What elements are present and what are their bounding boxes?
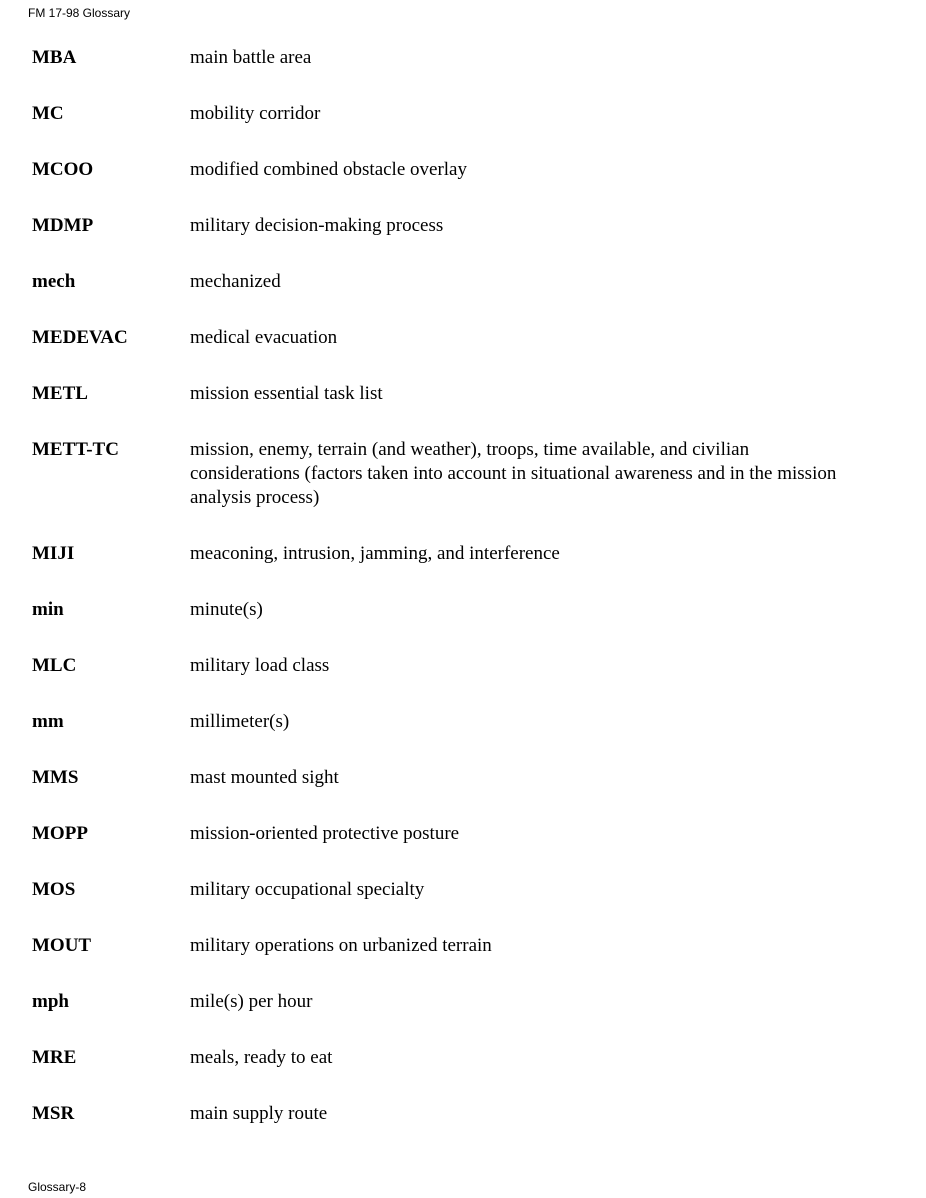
- glossary-definition: mechanized: [190, 271, 281, 292]
- glossary-definition: modified combined obstacle overlay: [190, 159, 467, 180]
- glossary-entry: [32, 878, 892, 902]
- glossary-list: [32, 46, 892, 1158]
- glossary-entry: [32, 934, 892, 958]
- glossary-term: MBA: [32, 47, 77, 68]
- glossary-definition: mile(s) per hour: [190, 991, 313, 1012]
- glossary-definition: military load class: [190, 655, 330, 676]
- glossary-term: MOPP: [32, 823, 88, 844]
- glossary-term: MOS: [32, 879, 76, 900]
- glossary-definition: mission essential task list: [190, 383, 383, 404]
- glossary-entry: [32, 46, 892, 70]
- glossary-term: MLC: [32, 655, 77, 676]
- glossary-definition: main battle area: [190, 47, 312, 68]
- glossary-entry: [32, 654, 892, 678]
- glossary-entry: [32, 1102, 892, 1126]
- glossary-definition: military decision-making process: [190, 215, 444, 236]
- glossary-entry: [32, 766, 892, 790]
- glossary-entry: [32, 710, 892, 734]
- glossary-definition: mission, enemy, terrain (and weather), troops, time available, and civilian considerations (factors taken into account in situational awareness and in the mission analysis process): [190, 439, 837, 508]
- glossary-entry: [32, 598, 892, 622]
- glossary-definition: mission-oriented protective posture: [190, 823, 460, 844]
- glossary-entry: [32, 990, 892, 1014]
- glossary-definition: mobility corridor: [190, 103, 321, 124]
- glossary-definition: main supply route: [190, 1103, 328, 1124]
- glossary-term: MOUT: [32, 935, 92, 956]
- glossary-term: MEDEVAC: [32, 327, 128, 348]
- glossary-entry: [32, 158, 892, 182]
- glossary-term: MC: [32, 103, 64, 124]
- glossary-definition: military occupational specialty: [190, 879, 425, 900]
- page-number: Glossary-8: [28, 1180, 87, 1194]
- glossary-entry: [32, 326, 892, 350]
- glossary-definition: mast mounted sight: [190, 767, 339, 788]
- glossary-term: MDMP: [32, 215, 94, 236]
- glossary-entry: [32, 822, 892, 846]
- glossary-entry: [32, 270, 892, 294]
- running-head: FM 17-98 Glossary: [28, 6, 131, 20]
- glossary-term: mph: [32, 991, 69, 1012]
- glossary-term: mech: [32, 271, 76, 292]
- glossary-entry: [32, 214, 892, 238]
- glossary-term: mm: [32, 711, 64, 732]
- glossary-term: METL: [32, 383, 88, 404]
- glossary-term: METT-TC: [32, 439, 119, 460]
- glossary-entry: [32, 382, 892, 406]
- glossary-entry: [32, 438, 892, 510]
- glossary-term: MCOO: [32, 159, 94, 180]
- glossary-definition: millimeter(s): [190, 711, 290, 732]
- glossary-definition: meaconing, intrusion, jamming, and interference: [190, 543, 560, 564]
- glossary-entry: [32, 542, 892, 566]
- glossary-term: MMS: [32, 767, 79, 788]
- glossary-definition: minute(s): [190, 599, 263, 620]
- glossary-term: MSR: [32, 1103, 75, 1124]
- glossary-definition: medical evacuation: [190, 327, 338, 348]
- glossary-term: MIJI: [32, 543, 75, 564]
- glossary-term: min: [32, 599, 64, 620]
- glossary-definition: meals, ready to eat: [190, 1047, 333, 1068]
- glossary-term: MRE: [32, 1047, 77, 1068]
- glossary-entry: [32, 1046, 892, 1070]
- glossary-entry: [32, 102, 892, 126]
- glossary-definition: military operations on urbanized terrain: [190, 935, 492, 956]
